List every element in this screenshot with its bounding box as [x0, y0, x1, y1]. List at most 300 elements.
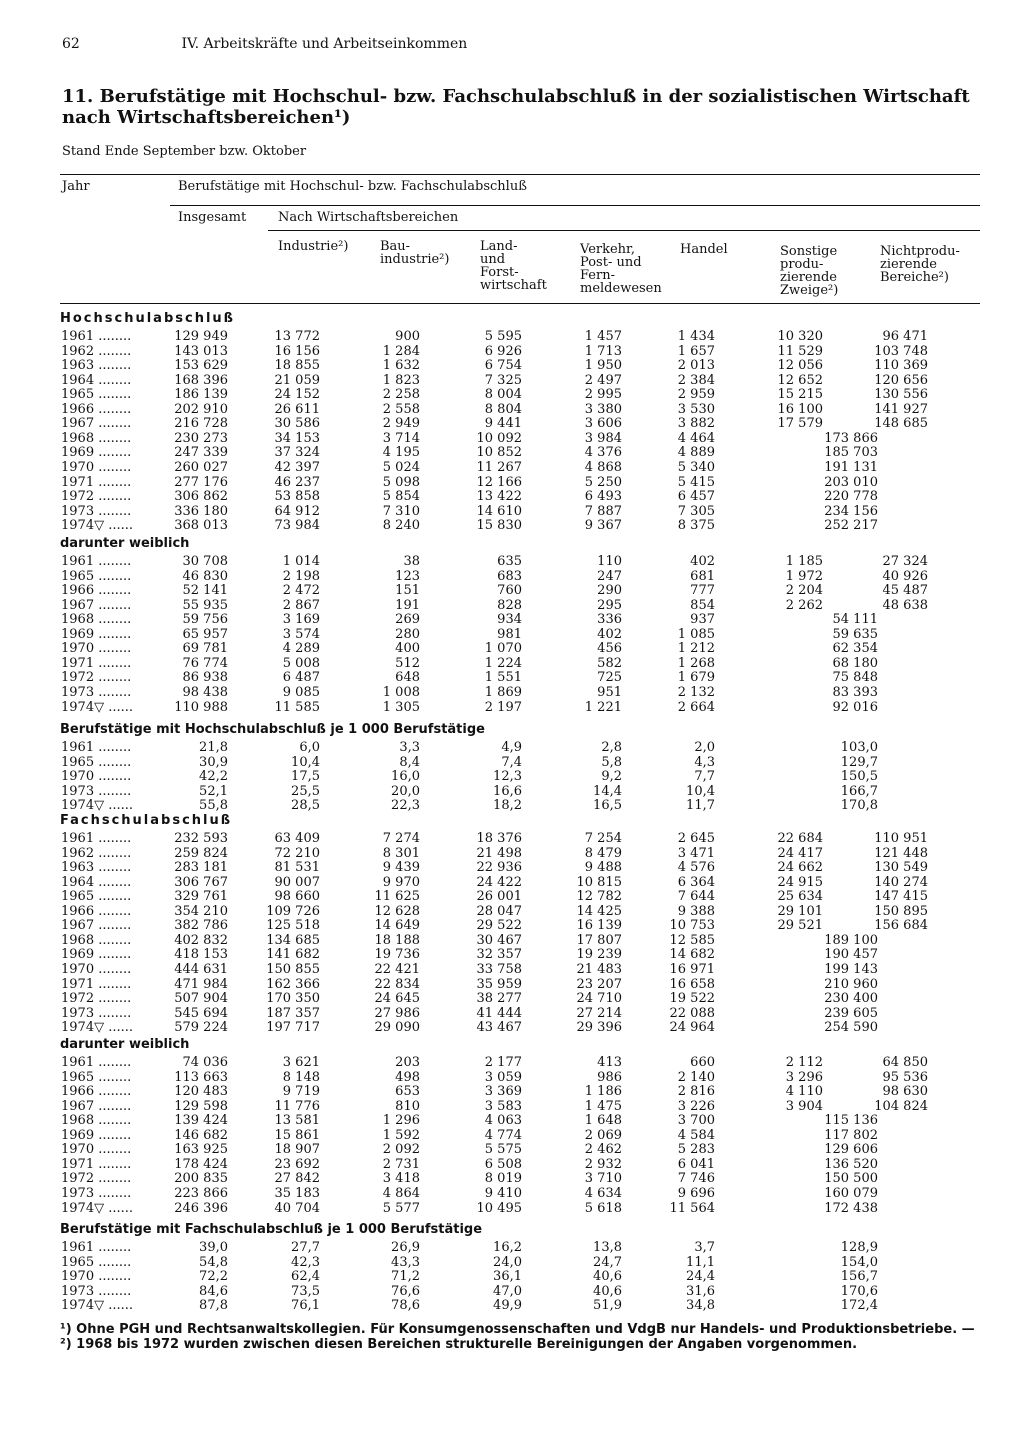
cell-industry: 2 198 — [282, 568, 320, 584]
row-year: 1970 ........ — [61, 769, 132, 785]
table-row — [0, 948, 1024, 962]
cell-transport: 2 462 — [584, 1142, 622, 1158]
cell-total: 354 210 — [174, 903, 228, 919]
cell-agri: 1 070 — [484, 641, 522, 657]
cell-agri: 18,2 — [493, 798, 522, 814]
table-row — [0, 978, 1024, 992]
cell-construction: 18 188 — [374, 932, 420, 948]
col-agri-header: Land- und Forst- wirtschaft — [480, 239, 547, 293]
cell-agri: 30 467 — [476, 932, 522, 948]
cell-industry: 5 008 — [282, 655, 320, 671]
cell-transport: 12 782 — [576, 889, 622, 905]
row-year: 1971 ........ — [61, 474, 132, 490]
row-year: 1970 ........ — [61, 459, 132, 475]
row-year: 1968 ........ — [61, 430, 132, 446]
cell-trade: 1 679 — [677, 670, 715, 686]
cell-construction: 71,2 — [391, 1269, 420, 1285]
cell-agri: 635 — [497, 554, 522, 569]
chapter-title: IV. Arbeitskräfte und Arbeitseinkommen — [181, 36, 468, 52]
cell-trade: 1 268 — [677, 655, 715, 671]
cell-trade: 2 132 — [677, 684, 715, 700]
cell-construction: 1 296 — [382, 1113, 420, 1129]
table-row — [0, 374, 1024, 388]
col-nonprod-header: Nichtprodu- zierende Bereiche²) — [880, 244, 960, 285]
cell-trade: 11 564 — [669, 1200, 715, 1216]
cell-industry: 23 692 — [274, 1156, 320, 1172]
row-year: 1961 ........ — [61, 1055, 132, 1070]
cell-trade: 3 530 — [677, 401, 715, 417]
cell-other: 12 652 — [777, 372, 823, 388]
cell-construction: 76,6 — [391, 1283, 420, 1299]
cell-other-nonprod: 173 866 — [824, 430, 878, 446]
table-row — [0, 555, 1024, 569]
cell-trade: 24 964 — [669, 1020, 715, 1036]
table-row — [0, 1143, 1024, 1157]
cell-trade: 10 753 — [669, 918, 715, 934]
cell-transport: 1 950 — [584, 358, 622, 374]
cell-transport: 9 367 — [584, 518, 622, 534]
cell-transport: 9 488 — [584, 860, 622, 876]
cell-agri: 13 422 — [476, 489, 522, 505]
cell-total: 306 767 — [174, 874, 228, 890]
table-row — [0, 461, 1024, 475]
row-year: 1974▽ ...... — [61, 1020, 134, 1036]
table-row — [0, 432, 1024, 446]
table-row — [0, 847, 1024, 861]
cell-other-nonprod: 170,8 — [840, 798, 878, 814]
cell-total: 444 631 — [174, 961, 228, 977]
table-row — [0, 876, 1024, 890]
cell-total: 277 176 — [174, 474, 228, 490]
cell-other: 25 634 — [777, 889, 823, 905]
cell-industry: 35 183 — [274, 1185, 320, 1201]
table-row — [0, 741, 1024, 755]
cell-other: 1 972 — [785, 568, 823, 584]
group-rule — [170, 205, 980, 206]
cell-trade: 11,7 — [686, 798, 715, 814]
cell-industry: 11 776 — [274, 1098, 320, 1114]
cell-other: 17 579 — [777, 416, 823, 432]
cell-nonprod: 96 471 — [882, 329, 928, 344]
col-trade-header: Handel — [680, 242, 728, 257]
cell-industry: 64 912 — [274, 503, 320, 519]
cell-other: 3 296 — [785, 1069, 823, 1085]
cell-other-nonprod: 234 156 — [824, 503, 878, 519]
cell-other: 1 185 — [785, 554, 823, 569]
cell-nonprod: 130 556 — [874, 387, 928, 403]
cell-agri: 683 — [497, 568, 522, 584]
cell-total: 202 910 — [174, 401, 228, 417]
cell-construction: 1 284 — [382, 343, 420, 359]
cell-total: 76 774 — [182, 655, 228, 671]
section-label: Hochschulabschluß — [60, 311, 236, 326]
cell-construction: 27 986 — [374, 1005, 420, 1021]
cell-industry: 9 085 — [282, 684, 320, 700]
row-year: 1961 ........ — [61, 329, 132, 344]
cell-transport: 1 221 — [584, 699, 622, 715]
cell-transport: 16 139 — [576, 918, 622, 934]
cell-nonprod: 64 850 — [882, 1055, 928, 1070]
row-year: 1973 ........ — [61, 1185, 132, 1201]
cell-trade: 3,7 — [694, 1240, 715, 1255]
cell-transport: 290 — [597, 583, 622, 599]
cell-transport: 40,6 — [593, 1269, 622, 1285]
table-row — [0, 919, 1024, 933]
table-row — [0, 519, 1024, 533]
cell-transport: 1 186 — [584, 1084, 622, 1100]
cell-total: 216 728 — [174, 416, 228, 432]
cell-total: 146 682 — [174, 1127, 228, 1143]
cell-trade: 31,6 — [686, 1283, 715, 1299]
cell-construction: 12 628 — [374, 903, 420, 919]
cell-agri: 4,9 — [501, 740, 522, 755]
row-year: 1974▽ ...... — [61, 1298, 134, 1314]
cell-transport: 29 396 — [576, 1020, 622, 1036]
row-year: 1971 ........ — [61, 655, 132, 671]
cell-trade: 1 212 — [677, 641, 715, 657]
cell-total: 55,8 — [199, 798, 228, 814]
cell-transport: 2 069 — [584, 1127, 622, 1143]
cell-transport: 7 887 — [584, 503, 622, 519]
cell-trade: 7 305 — [677, 503, 715, 519]
cell-construction: 43,3 — [391, 1254, 420, 1270]
page-number: 62 — [62, 36, 80, 52]
cell-industry: 197 717 — [266, 1020, 320, 1036]
cell-transport: 3 606 — [584, 416, 622, 432]
cell-total: 139 424 — [174, 1113, 228, 1129]
cell-total: 42,2 — [199, 769, 228, 785]
cell-total: 65 957 — [182, 626, 228, 642]
cell-construction: 16,0 — [391, 769, 420, 785]
row-year: 1967 ........ — [61, 416, 132, 432]
cell-total: 120 483 — [174, 1084, 228, 1100]
section-label: Berufstätige mit Fachschulabschluß je 1 000 Berufstätige — [60, 1222, 483, 1237]
cell-construction: 400 — [395, 641, 420, 657]
row-year: 1967 ........ — [61, 1098, 132, 1114]
cell-other-nonprod: 203 010 — [824, 474, 878, 490]
table-row — [0, 446, 1024, 460]
table-row — [0, 345, 1024, 359]
cell-trade: 777 — [690, 583, 715, 599]
cell-other-nonprod: 92 016 — [832, 699, 878, 715]
cell-agri: 49,9 — [493, 1298, 522, 1314]
cell-transport: 5,8 — [601, 754, 622, 770]
cell-agri: 10 495 — [476, 1200, 522, 1216]
col-total-header: Insgesamt — [178, 210, 247, 225]
cell-industry: 9 719 — [282, 1084, 320, 1100]
cell-total: 230 273 — [174, 430, 228, 446]
cell-trade: 8 375 — [677, 518, 715, 534]
cell-agri: 36,1 — [493, 1269, 522, 1285]
cell-total: 259 824 — [174, 845, 228, 861]
cell-transport: 23 207 — [576, 976, 622, 992]
cell-other-nonprod: 136 520 — [824, 1156, 878, 1172]
table-row — [0, 657, 1024, 671]
cell-transport: 336 — [597, 612, 622, 628]
table-row — [0, 1285, 1024, 1299]
cell-transport: 2 497 — [584, 372, 622, 388]
cell-industry: 170 350 — [266, 991, 320, 1007]
cell-agri: 7 325 — [484, 372, 522, 388]
table-row — [0, 1241, 1024, 1255]
footnote: ¹) Ohne PGH und Rechtsanwaltskollegien. Für Konsumgenossenschaften und VdgB nur Handels- und Produktionsbetriebe. — ²) 1968 bis 1972 wurden zwischen diesen Bereichen strukturelle Bereinigungen der Angaben vorgenommen. — [60, 1322, 975, 1352]
cell-total: 86 938 — [182, 670, 228, 686]
table-row — [0, 1256, 1024, 1270]
cell-trade: 5 415 — [677, 474, 715, 490]
cell-industry: 90 007 — [274, 874, 320, 890]
row-year: 1972 ........ — [61, 489, 132, 505]
cell-transport: 725 — [597, 670, 622, 686]
cell-transport: 40,6 — [593, 1283, 622, 1299]
cell-transport: 247 — [597, 568, 622, 584]
cell-agri: 32 357 — [476, 947, 522, 963]
row-year: 1970 ........ — [61, 1142, 132, 1158]
cell-transport: 17 807 — [576, 932, 622, 948]
row-year: 1970 ........ — [61, 1269, 132, 1285]
cell-construction: 512 — [395, 655, 420, 671]
row-year: 1963 ........ — [61, 358, 132, 374]
page-header — [62, 36, 467, 52]
table-row — [0, 1129, 1024, 1143]
cell-total: 21,8 — [199, 740, 228, 755]
cell-industry: 98 660 — [274, 889, 320, 905]
cell-construction: 2 092 — [382, 1142, 420, 1158]
cell-industry: 187 357 — [266, 1005, 320, 1021]
cell-agri: 5 595 — [484, 329, 522, 344]
cell-industry: 76,1 — [291, 1298, 320, 1314]
cell-nonprod: 110 369 — [874, 358, 928, 374]
cell-other: 24 417 — [777, 845, 823, 861]
cell-other-nonprod: 59 635 — [832, 626, 878, 642]
table-row — [0, 1299, 1024, 1313]
cell-agri: 18 376 — [476, 831, 522, 846]
cell-other-nonprod: 54 111 — [832, 612, 878, 628]
cell-construction: 4 864 — [382, 1185, 420, 1201]
row-year: 1966 ........ — [61, 401, 132, 417]
table-row — [0, 905, 1024, 919]
cell-construction: 4 195 — [382, 445, 420, 461]
row-year: 1974▽ ...... — [61, 798, 134, 814]
cell-other-nonprod: 239 605 — [824, 1005, 878, 1021]
cell-construction: 2 558 — [382, 401, 420, 417]
cell-agri: 3 059 — [484, 1069, 522, 1085]
cell-agri: 8 004 — [484, 387, 522, 403]
cell-industry: 3 574 — [282, 626, 320, 642]
cell-other-nonprod: 129,7 — [840, 754, 878, 770]
cell-transport: 14 425 — [576, 903, 622, 919]
cell-industry: 10,4 — [291, 754, 320, 770]
cell-construction: 2 731 — [382, 1156, 420, 1172]
cell-construction: 1 008 — [382, 684, 420, 700]
cell-transport: 4 376 — [584, 445, 622, 461]
col-industry-header: Industrie²) — [278, 239, 349, 254]
cell-industry: 150 855 — [266, 961, 320, 977]
table-row — [0, 770, 1024, 784]
row-year: 1973 ........ — [61, 684, 132, 700]
cell-industry: 2 867 — [282, 597, 320, 613]
cell-trade: 2,0 — [694, 740, 715, 755]
cell-trade: 3 226 — [677, 1098, 715, 1114]
cell-construction: 203 — [395, 1055, 420, 1070]
cell-construction: 7 274 — [382, 831, 420, 846]
table-row — [0, 799, 1024, 813]
cell-industry: 13 581 — [274, 1113, 320, 1129]
cell-other: 29 521 — [777, 918, 823, 934]
cell-construction: 8 240 — [382, 518, 420, 534]
row-year: 1974▽ ...... — [61, 699, 134, 715]
cell-trade: 9 696 — [677, 1185, 715, 1201]
cell-industry: 81 531 — [274, 860, 320, 876]
cell-total: 306 862 — [174, 489, 228, 505]
row-year: 1971 ........ — [61, 1156, 132, 1172]
cell-industry: 21 059 — [274, 372, 320, 388]
table-row — [0, 359, 1024, 373]
cell-other-nonprod: 160 079 — [824, 1185, 878, 1201]
cell-transport: 582 — [597, 655, 622, 671]
cell-industry: 46 237 — [274, 474, 320, 490]
cell-other: 16 100 — [777, 401, 823, 417]
cell-construction: 22 421 — [374, 961, 420, 977]
cell-other: 12 056 — [777, 358, 823, 374]
cell-industry: 15 861 — [274, 1127, 320, 1143]
row-year: 1969 ........ — [61, 947, 132, 963]
cell-transport: 402 — [597, 626, 622, 642]
cell-total: 382 786 — [174, 918, 228, 934]
table-row — [0, 1187, 1024, 1201]
section-label: darunter weiblich — [60, 536, 190, 551]
table-row — [0, 1202, 1024, 1216]
cell-transport: 951 — [597, 684, 622, 700]
cell-transport: 13,8 — [593, 1240, 622, 1255]
row-year: 1967 ........ — [61, 918, 132, 934]
cell-trade: 5 340 — [677, 459, 715, 475]
cell-agri: 47,0 — [493, 1283, 522, 1299]
cell-total: 46 830 — [182, 568, 228, 584]
cell-other: 2 204 — [785, 583, 823, 599]
cell-other-nonprod: 128,9 — [840, 1240, 878, 1255]
cell-agri: 15 830 — [476, 518, 522, 534]
cell-trade: 34,8 — [686, 1298, 715, 1314]
cell-trade: 6 041 — [677, 1156, 715, 1172]
cell-agri: 12 166 — [476, 474, 522, 490]
cell-total: 98 438 — [182, 684, 228, 700]
cell-agri: 6 926 — [484, 343, 522, 359]
row-year: 1969 ........ — [61, 626, 132, 642]
section-label: Fachschulabschluß — [60, 813, 233, 828]
cell-other-nonprod: 172 438 — [824, 1200, 878, 1216]
row-year: 1972 ........ — [61, 670, 132, 686]
row-year: 1974▽ ...... — [61, 1200, 134, 1216]
cell-agri: 2 197 — [484, 699, 522, 715]
section-label: darunter weiblich — [60, 1037, 190, 1052]
row-year: 1973 ........ — [61, 783, 132, 799]
cell-trade: 1 657 — [677, 343, 715, 359]
cell-other-nonprod: 170,6 — [840, 1283, 878, 1299]
cell-construction: 3 714 — [382, 430, 420, 446]
cell-construction: 3 418 — [382, 1171, 420, 1187]
cell-trade: 19 522 — [669, 991, 715, 1007]
cell-other: 24 915 — [777, 874, 823, 890]
cell-total: 545 694 — [174, 1005, 228, 1021]
table-row — [0, 1158, 1024, 1172]
cell-trade: 1 085 — [677, 626, 715, 642]
cell-trade: 2 816 — [677, 1084, 715, 1100]
row-year: 1964 ........ — [61, 874, 132, 890]
cell-total: 52,1 — [199, 783, 228, 799]
cell-transport: 2 995 — [584, 387, 622, 403]
cell-agri: 8 019 — [484, 1171, 522, 1187]
cell-transport: 1 648 — [584, 1113, 622, 1129]
cell-industry: 40 704 — [274, 1200, 320, 1216]
row-year: 1973 ........ — [61, 1005, 132, 1021]
cell-nonprod: 95 536 — [882, 1069, 928, 1085]
cell-trade: 24,4 — [686, 1269, 715, 1285]
table-row — [0, 417, 1024, 431]
cell-other: 24 662 — [777, 860, 823, 876]
cell-total: 72,2 — [199, 1269, 228, 1285]
cell-nonprod: 103 748 — [874, 343, 928, 359]
cell-transport: 1 475 — [584, 1098, 622, 1114]
cell-total: 74 036 — [182, 1055, 228, 1070]
cell-agri: 22 936 — [476, 860, 522, 876]
row-year: 1966 ........ — [61, 1084, 132, 1100]
cell-other: 22 684 — [777, 831, 823, 846]
cell-trade: 2 645 — [677, 831, 715, 846]
cell-construction: 22,3 — [391, 798, 420, 814]
cell-other-nonprod: 150 500 — [824, 1171, 878, 1187]
cell-construction: 2 949 — [382, 416, 420, 432]
cell-trade: 4 464 — [677, 430, 715, 446]
cell-construction: 191 — [395, 597, 420, 613]
cell-other-nonprod: 115 136 — [824, 1113, 878, 1129]
cell-total: 110 988 — [174, 699, 228, 715]
cell-construction: 123 — [395, 568, 420, 584]
cell-construction: 5 577 — [382, 1200, 420, 1216]
cell-construction: 9 970 — [382, 874, 420, 890]
cell-other-nonprod: 75 848 — [832, 670, 878, 686]
cell-total: 52 141 — [182, 583, 228, 599]
cell-total: 129 949 — [174, 329, 228, 344]
cell-other-nonprod: 150,5 — [840, 769, 878, 785]
cell-transport: 10 815 — [576, 874, 622, 890]
cell-trade: 2 013 — [677, 358, 715, 374]
cell-construction: 8,4 — [399, 754, 420, 770]
cell-nonprod: 121 448 — [874, 845, 928, 861]
cell-trade: 5 283 — [677, 1142, 715, 1158]
cell-construction: 1 592 — [382, 1127, 420, 1143]
cell-industry: 125 518 — [266, 918, 320, 934]
table-row — [0, 992, 1024, 1006]
row-year: 1962 ........ — [61, 343, 132, 359]
cell-agri: 26 001 — [476, 889, 522, 905]
cell-agri: 12,3 — [493, 769, 522, 785]
cell-agri: 21 498 — [476, 845, 522, 861]
cell-nonprod: 147 415 — [874, 889, 928, 905]
row-year: 1969 ........ — [61, 445, 132, 461]
cell-transport: 24,7 — [593, 1254, 622, 1270]
cell-agri: 16,6 — [493, 783, 522, 799]
cell-total: 163 925 — [174, 1142, 228, 1158]
cell-transport: 986 — [597, 1069, 622, 1085]
cell-trade: 12 585 — [669, 932, 715, 948]
cell-industry: 63 409 — [274, 831, 320, 846]
cell-construction: 22 834 — [374, 976, 420, 992]
cell-trade: 14 682 — [669, 947, 715, 963]
cell-other-nonprod: 254 590 — [824, 1020, 878, 1036]
cell-nonprod: 48 638 — [882, 597, 928, 613]
cell-transport: 24 710 — [576, 991, 622, 1007]
cell-other: 10 320 — [777, 329, 823, 344]
